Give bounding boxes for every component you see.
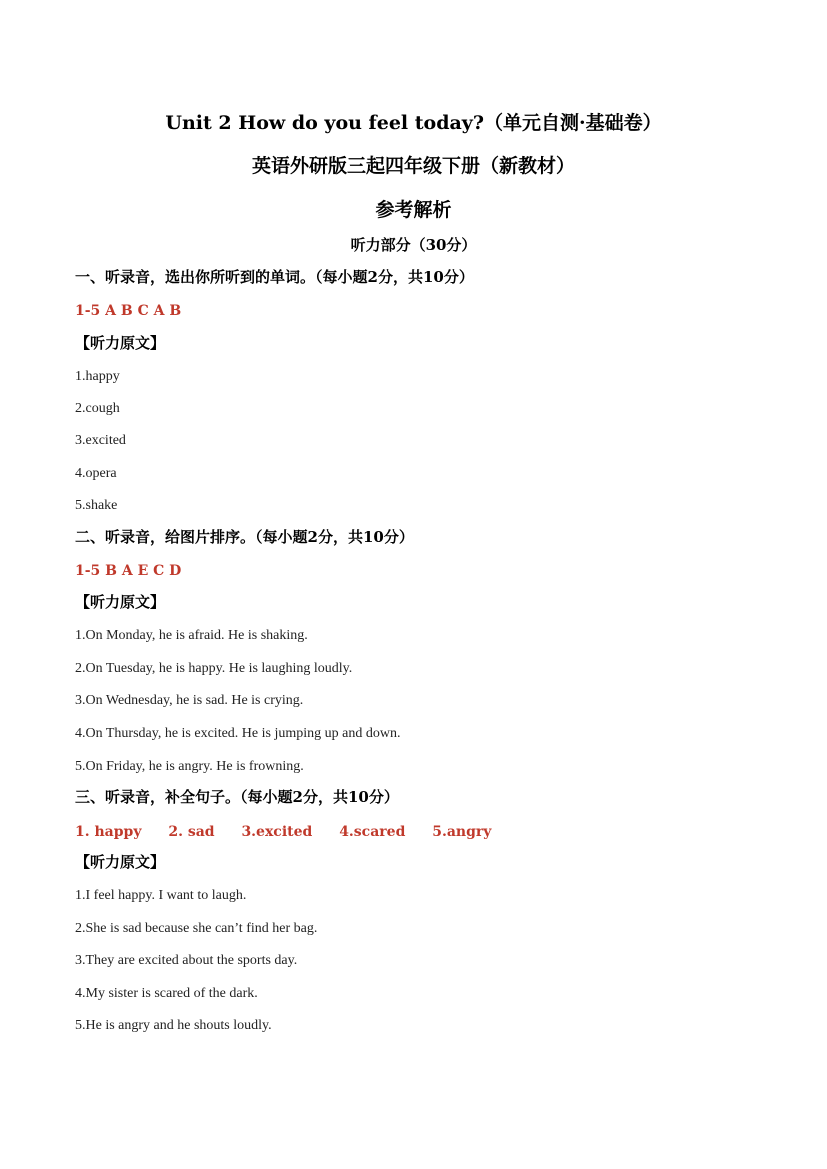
section1-item: 1.happy [75,369,120,384]
section3-answers [75,822,513,842]
section3-answer: 5.angry [432,824,492,840]
analysis-title: 参考解析 [375,199,452,221]
listening-part-title: 听力部分（30分） [350,236,477,254]
section3-answer: 3.excited [241,824,313,840]
section3-item: 2.She is sad because she can’t find her bag. [75,921,318,936]
section3-item: 4.My sister is scared of the dark. [75,986,258,1001]
section2-item: 4.On Thursday, he is excited. He is jumping up and down. [75,726,401,741]
section1-transcript-label: 【听力原文】 [75,334,166,352]
section1-item: 2.cough [75,401,120,416]
section3-item: 1.I feel happy. I want to laugh. [75,888,247,903]
section3-heading: 三、听录音，补全句子。（每小题2分，共10分） [75,788,399,806]
section2-item: 3.On Wednesday, he is sad. He is crying. [75,693,304,708]
section3-answer: 1. happy [75,824,142,840]
section2-heading: 二、听录音，给图片排序。（每小题2分，共10分） [75,528,414,546]
section2-item: 1.On Monday, he is afraid. He is shaking. [75,628,308,643]
section1-heading: 一、听录音，选出你所听到的单词。（每小题2分，共10分） [75,268,474,286]
section1-item: 4.opera [75,466,117,481]
section2-transcript-label: 【听力原文】 [75,593,166,611]
section2-item: 2.On Tuesday, he is happy. He is laughing loudly. [75,661,353,676]
section3-answer: 4.scared [339,824,406,840]
section2-item: 5.On Friday, he is angry. He is frowning. [75,759,304,774]
section2-answers: 1-5 B A E C D [75,563,182,579]
section1-answers: 1-5 A B C A B [75,303,182,319]
document-title: Unit 2 How do you feel today?（单元自测·基础卷） [165,112,662,134]
section3-item: 3.They are excited about the sports day. [75,953,298,968]
section3-answer: 2. sad [168,824,215,840]
section3-transcript-label: 【听力原文】 [75,853,166,871]
section3-item: 5.He is angry and he shouts loudly. [75,1018,272,1033]
section1-item: 3.excited [75,433,126,448]
edition-title: 英语外研版三起四年级下册（新教材） [251,155,575,177]
section1-item: 5.shake [75,498,118,513]
